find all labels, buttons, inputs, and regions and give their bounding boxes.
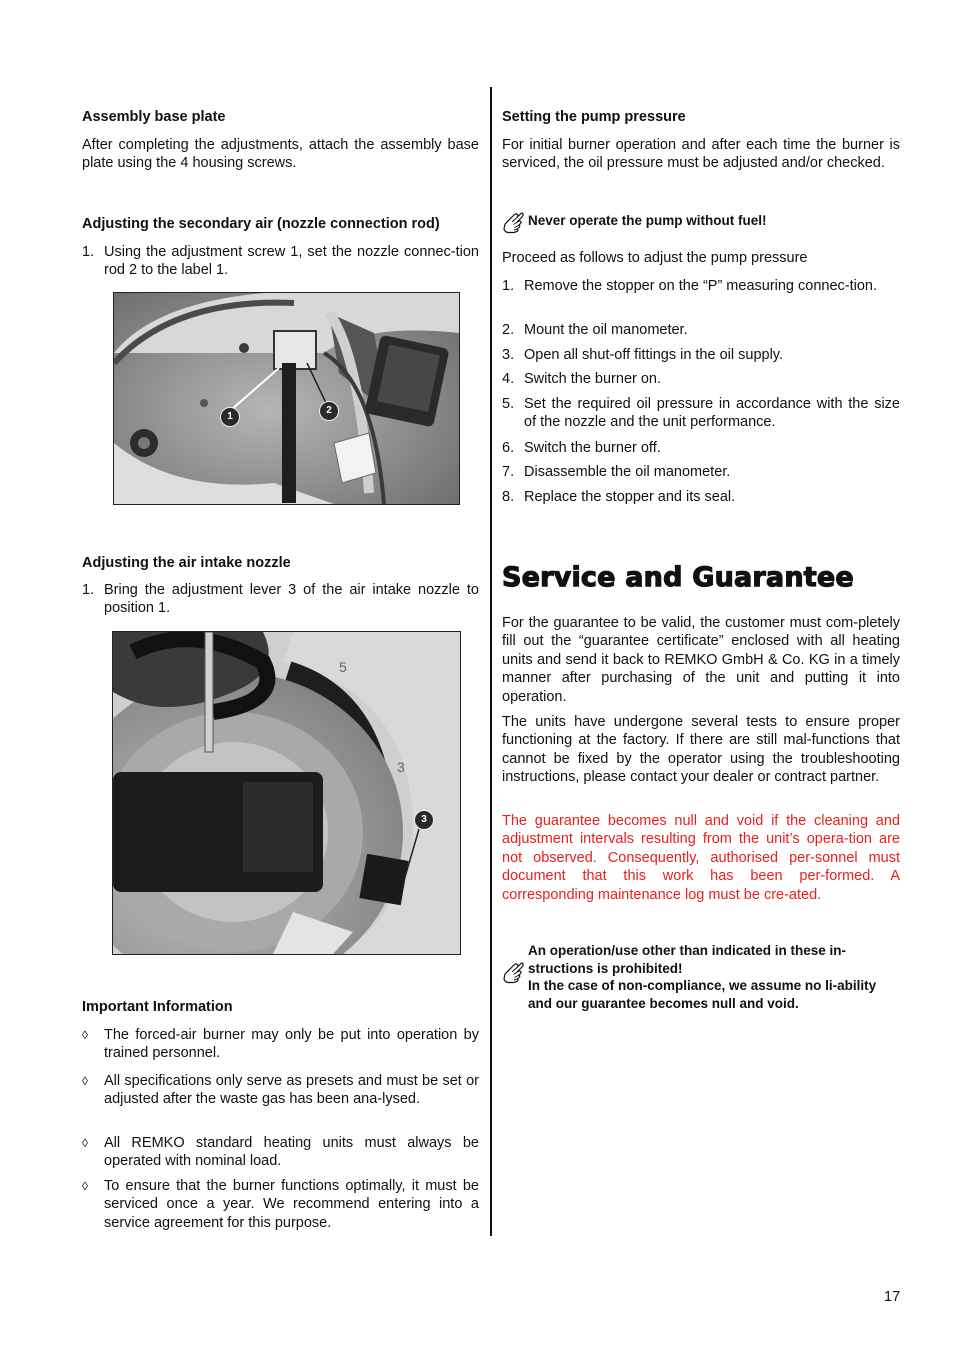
list-item (82, 1072, 479, 1109)
guarantee-paragraph-1: For the guarantee to be valid, the customer must com-pletely fill out the “guarantee certificate” enclosed with all heating units and send it back to REMKO GmbH & Co. KG in a timely manner after purchasing of the unit and putting it into operation. (502, 615, 900, 705)
callout-2: 2 (319, 401, 339, 421)
list-text: Open all shut-off fittings in the oil supply. (524, 347, 783, 363)
note-text-line-1: An operation/use other than indicated in these in-structions is prohibited! (528, 943, 847, 976)
list-text: Set the required oil pressure in accordance with the size of the nozzle and the unit performance. (524, 396, 900, 431)
list-text: Switch the burner on. (524, 371, 662, 387)
diamond-bullet-icon: ◊ (82, 1179, 88, 1193)
photo-illustration (114, 293, 459, 504)
list-item (502, 439, 900, 457)
list-item (502, 346, 900, 364)
list-text: To ensure that the burner functions optimally, it must be serviced once a year. We recommend entering into a service agreement for this purpose. (104, 1178, 479, 1231)
list-number: 1. (502, 278, 515, 294)
list-number: 7. (502, 464, 515, 480)
svg-text:5: 5 (339, 659, 347, 675)
list-item (502, 488, 900, 506)
list-item (502, 463, 900, 481)
list-item (82, 581, 479, 618)
list-text: Using the adjustment screw 1, set the nozzle connec-tion rod 2 to the label 1. (104, 244, 479, 279)
list-number: 1. (82, 244, 95, 260)
list-text: Switch the burner off. (524, 440, 661, 456)
photo-air-intake-nozzle (112, 631, 461, 955)
photo-nozzle-connection-rod (113, 292, 460, 505)
list-text: The forced-air burner may only be put into operation by trained personnel. (104, 1027, 479, 1062)
heading-secondary-air: Adjusting the secondary air (nozzle connection rod) (82, 216, 440, 232)
guarantee-paragraph-2: The units have undergone several tests to ensure proper functioning at the factory. If there are still mal-functions that cannot be fixed by the operator using the troubleshooting instructions, please contact your dealer or contract partner. (502, 714, 900, 786)
note-text: Never operate the pump without fuel! (528, 213, 767, 228)
diamond-bullet-icon: ◊ (82, 1028, 88, 1042)
photo-illustration (113, 632, 460, 954)
heading-air-intake-nozzle: Adjusting the air intake nozzle (82, 555, 291, 571)
list-number: 8. (502, 489, 515, 505)
guarantee-warning-paragraph: The guarantee becomes null and void if the cleaning and adjustment intervals resulting from the unit’s opera-tion are not observed. Consequently, authorised per-sonnel must document that this work has been per-formed. A corresponding maintenance log must be cre-ated. (502, 813, 900, 903)
list-text: Mount the oil manometer. (524, 322, 688, 338)
svg-text:3: 3 (397, 759, 405, 775)
list-text: Replace the stopper and its seal. (524, 489, 736, 505)
heading-assembly-base-plate: Assembly base plate (82, 109, 226, 125)
column-divider (490, 87, 492, 1236)
list-number: 2. (502, 322, 515, 338)
list-number: 1. (82, 582, 95, 598)
list-number: 3. (502, 347, 515, 363)
list-item (502, 277, 900, 295)
list-number: 5. (502, 396, 515, 412)
list-text: All specifications only serve as presets and must be set or adjusted after the waste gas has been ana-lysed. (104, 1073, 479, 1108)
callout-1: 1 (220, 407, 240, 427)
list-number: 4. (502, 371, 515, 387)
list-text: Remove the stopper on the “P” measuring connec-tion. (524, 278, 878, 294)
list-item (82, 1134, 479, 1171)
pump-text: For initial burner operation and after each time the burner is serviced, the oil pressure must be adjusted and/or checked. (502, 137, 900, 172)
list-number: 6. (502, 440, 515, 456)
diamond-bullet-icon: ◊ (82, 1074, 88, 1088)
pump-intro: Proceed as follows to adjust the pump pressure (502, 250, 808, 266)
pointing-hand-icon (502, 960, 524, 984)
heading-pump-pressure: Setting the pump pressure (502, 109, 686, 125)
section-title-service-guarantee: Service and Guarantee (502, 562, 854, 593)
list-item (502, 370, 900, 388)
list-item (502, 321, 900, 339)
list-item (82, 1177, 479, 1232)
list-item (82, 1026, 479, 1063)
page-number: 17 (884, 1289, 901, 1305)
list-text: Bring the adjustment lever 3 of the air intake nozzle to position 1. (104, 582, 479, 617)
pump-warning-note (502, 210, 900, 230)
pointing-hand-icon (502, 210, 524, 234)
heading-important-information: Important Information (82, 999, 233, 1015)
list-text: All REMKO standard heating units must always be operated with nominal load. (104, 1135, 479, 1170)
list-text: Disassemble the oil manometer. (524, 464, 731, 480)
assembly-text: After completing the adjustments, attach the assembly base plate using the 4 housing screws. (82, 137, 479, 172)
list-item (82, 243, 479, 280)
list-item (502, 395, 900, 432)
diamond-bullet-icon: ◊ (82, 1136, 88, 1150)
callout-3: 3 (414, 810, 434, 830)
prohibition-note (502, 942, 900, 1012)
note-text-line-2: In the case of non-compliance, we assume no li-ability and our guarantee becomes null and void. (528, 978, 877, 1011)
